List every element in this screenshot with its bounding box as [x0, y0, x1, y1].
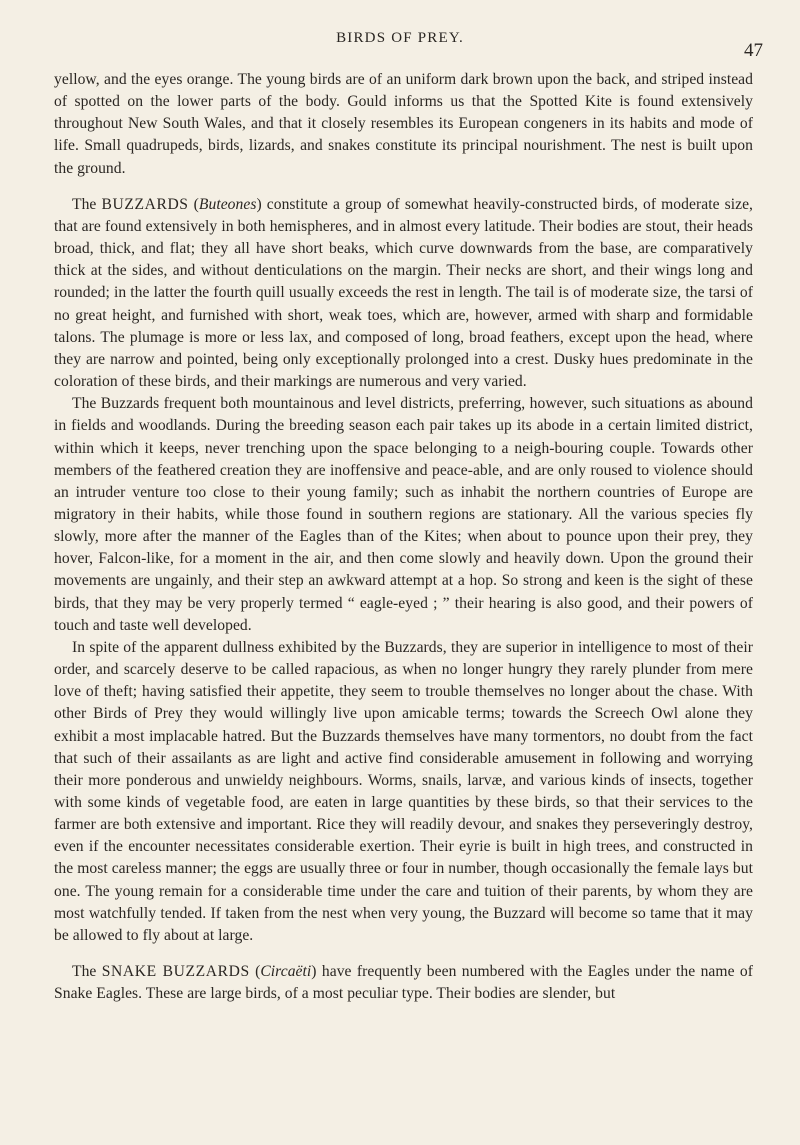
- group-name-snake-buzzards: SNAKE BUZZARDS: [101, 963, 250, 981]
- paragraph-buzzards-intelligence: In spite of the apparent dullness exhibited by the Buzzards, they are superior in intelligence to most of their order, and scarcely deserve to be called rapacious, as when no longer hungry they rarely plunder from mere love of theft; having satisfied their appetite, they seem to trouble themselves no longer about the chase. With other Birds of Prey they would willingly live upon amicable terms; towards the Screech Owl alone they exhibit a most implacable hatred. But the Buzzards themselves have many tormentors, no doubt from the fact that such of their assailants as are light and active find considerable amusement in following and worrying their more ponderous and unwieldy neighbours. Worms, snails, larvæ, and various kinds of insects, together with some kinds of vegetable food, are eaten in large quantities by these birds, so that their services to the farmer are both extensive and important. Rice they will readily devour, and snakes they perseveringly destroy, even if the encounter necessitates considerable exertion. Their eyrie is built in high trees, and constructed in the most careless manner; the eggs are usually three or four in number, though occasionally the female lays but one. The young remain for a considerable time under the care and tuition of their parents, by whom they are most watchfully tended. If taken from the nest when very young, the Buzzard will become so tame that it may be allowed to fly about at large.: [54, 638, 753, 944]
- paragraph-lead: The: [72, 963, 102, 981]
- page-number: 47: [744, 40, 763, 61]
- paragraph-rest: ) constitute a group of somewhat heavily-constructed birds, of moderate size, that are found extensively in both hemispheres, and in almost every latitude. Their bodies are stout, their heads broad, thick, and flat; they all have short beaks, which curve downwards from the base, are comparatively thick at the sides, and without denticulations on the margin. Their necks are short, and their wings long and rounded; in the latter the fourth quill usually exceeds the rest in length. The tail is of moderate size, the tarsi of no great height, and furnished with short, weak toes, which are, however, armed with sharp and formidable talons. The plumage is more or less lax, and composed of long, broad feathers, except upon the head, where they are narrow and pointed, being only exceptionally prolonged into a crest. Dusky hues predominate in the coloration of these birds, and their markings are numerous and very varied.: [54, 195, 753, 391]
- paragraph-buzzards-habits: The Buzzards frequent both mountainous and level districts, preferring, however, such situations as abound in fields and woodlands. During the breeding season each pair takes up its abode in a certain limited district, within which it keeps, never trenching upon the space belonging to a neigh-bouring couple. Towards other members of the feathered creation they are inoffensive and peace-able, and are only roused to violence should an intruder venture too close to their young family; such as inhabit the northern countries of Europe are migratory in their habits, while those found in southern regions are stationary. All the various species fly slowly, more after the manner of the Eagles than of the Kites; when about to pounce upon their prey, they hover, Falcon-like, for a moment in the air, and then come slowly and heavily down. Upon the ground their movements are ungainly, and their step an awkward attempt at a hop. So strong and keen is the sight of these birds, that they may be very properly termed “ eagle-eyed ; ” their hearing is also good, and their powers of touch and taste well developed.: [54, 395, 753, 634]
- latin-name-buteones: Buteones: [198, 195, 257, 213]
- paragraph-lead: The: [72, 195, 102, 213]
- paragraph-buzzards-intro: [54, 194, 753, 393]
- group-name-buzzards: BUZZARDS: [101, 195, 189, 213]
- paragraph-kite-continuation: yellow, and the eyes orange. The young birds are of an uniform dark brown upon the back, and striped instead of spotted on the lower parts of the body. Gould informs us that the Spotted Kite is found extensively throughout New South Wales, and that it closely resembles its European congeners in its habits and mode of life. Small quadrupeds, birds, lizards, and snakes constitute its principal nourishment. The nest is built upon the ground.: [54, 71, 753, 177]
- body-text: [54, 69, 753, 1005]
- paragraph-rest: ) have frequently been numbered with the Eagles under the name of Snake Eagles. These are large birds, of a most peculiar type. Their bodies are slender, but: [54, 963, 753, 1003]
- paragraph-snake-buzzards: [54, 961, 753, 1005]
- latin-name-circaeti: Circaëti: [260, 963, 312, 981]
- running-title: BIRDS OF PREY.: [336, 30, 464, 46]
- paren-open: (: [249, 963, 261, 981]
- paren-open: (: [188, 195, 199, 213]
